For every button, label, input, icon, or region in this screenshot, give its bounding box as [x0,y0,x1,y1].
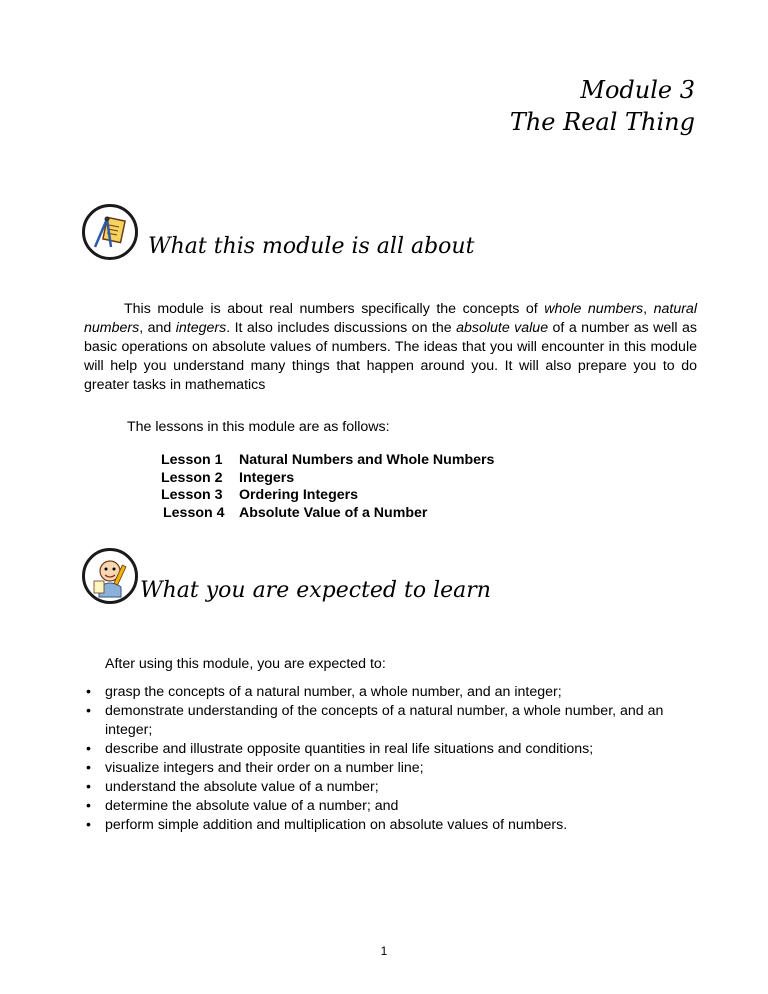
book-and-compass-icon [82,204,138,260]
list-item: • describe and illustrate opposite quantities in real life situations and conditions; [84,740,684,759]
list-item: • determine the absolute value of a number; and [84,797,684,816]
intro-text-3: , and [139,320,176,336]
intro-emph-absolute: absolute value [456,320,549,336]
lesson-item: Lesson 4 Absolute Value of a Number [163,504,428,521]
page-number: 1 [380,944,388,958]
intro-text-4: . It also includes discussions on the [226,320,457,336]
intro-text-5: of a number as well as basic operations on absolute values of numbers. The ideas that you will encounter in this module will help you understand many things that happen around you. It will also prepare you to do greater tasks in mathematics [84,320,698,393]
lesson-item: Lesson 1 Natural Numbers and Whole Numbers [161,452,495,468]
module-label: Module 3 [580,76,695,104]
student-with-pencil-icon [82,548,138,604]
list-item: • understand the absolute value of a number; [84,778,684,797]
list-item: • visualize integers and their order on a number line; [84,759,684,778]
lessons-intro: The lessons in this module are as follows: [127,419,390,435]
intro-emph-whole: whole numbers [544,301,644,317]
intro-text-1: This module is about real numbers specifically the concepts of [124,301,545,317]
lesson-list [161,452,494,522]
lesson-item: Lesson 2 Integers [161,469,295,486]
expectations-intro: After using this module, you are expected to: [105,656,386,672]
section-expect-title: What you are expected to learn [140,578,491,603]
intro-emph-integers: integers [175,320,227,336]
intro-paragraph [84,300,697,395]
module-heading [510,74,695,138]
intro-text-2: , [643,301,654,317]
lesson-item: Lesson 3 Ordering Integers [161,487,359,503]
list-item: • demonstrate understanding of the concepts of a natural number, a whole number, and an integer; [84,702,684,740]
intro-emph-natural: natural numbers [84,301,697,336]
list-item: • perform simple addition and multiplication on absolute values of numbers. [84,816,684,835]
section-expect-header [78,548,698,612]
module-title: The Real Thing [509,108,695,136]
section-about-title: What this module is all about [148,234,475,259]
learning-goals-list [84,683,684,835]
list-item: • grasp the concepts of a natural number, a whole number, and an integer; [84,683,684,702]
section-about-header [78,204,698,268]
